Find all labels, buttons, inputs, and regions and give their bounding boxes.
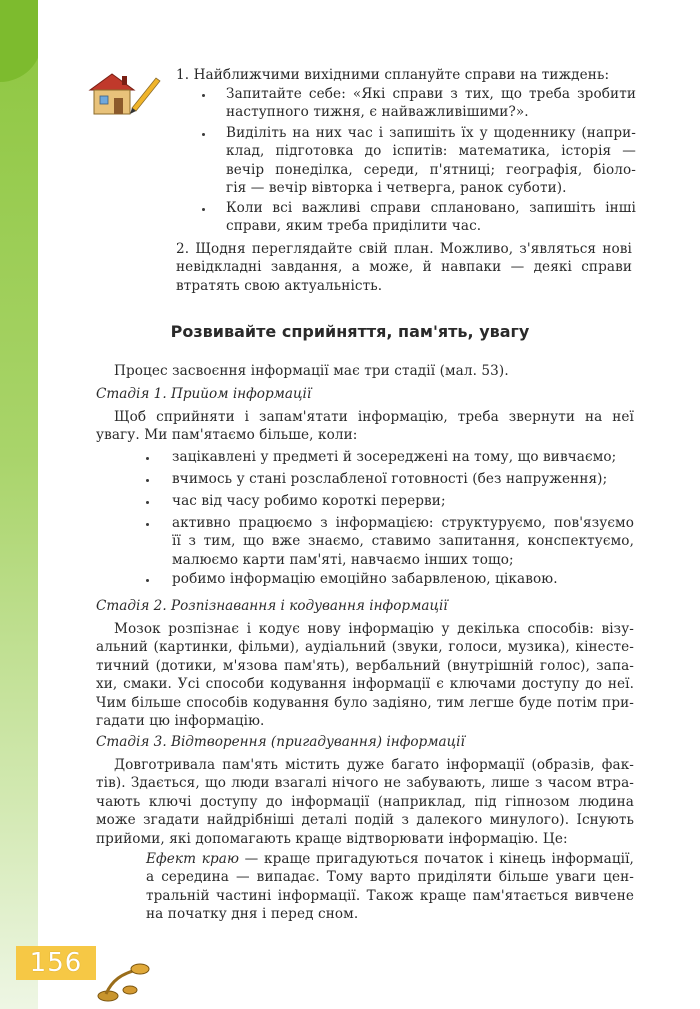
bookmark-clip-icon <box>96 960 152 1004</box>
intro-text: Процес засвоєння інформації має три стадії (мал. 53). <box>114 363 509 379</box>
stage-1-bullet-2: вчимось у стані розслабленої готовності (без напруження); <box>172 471 608 487</box>
stage-1-bullet-5: робимо інформацію емоційно забарвленою, цікавою. <box>172 571 558 587</box>
stage-3-title: Стадія 3. Відтворення (пригадування) інформації <box>96 734 465 750</box>
intro-bullet-1: Запитайте себе: «Які справи з тих, що треба зробити наступного тижня, є найважливішими?». <box>226 86 636 121</box>
stage-1-bullet-3: час від часу робимо короткі перерви; <box>172 493 446 509</box>
stage-2-title: Стадія 2. Розпізнавання і кодування інформації <box>96 598 448 614</box>
side-color-strip <box>0 0 38 1009</box>
intro-bullet-2: Виділіть на них час і запишіть їх у щоденнику (напри- клад, підготовка до іспитів: математика, історія — вечір понеділка, середи, п'ятниці; географія, біоло- гія — вечір вівторка і четверга, ранок суботи). <box>226 125 636 197</box>
stage-3-text: Довготривала пам'ять містить дуже багато інформації (образів, фак- тів). Здається, що люди взагалі нічого не забувають, лише з часом втра- чають ключі доступу до інформації (наприклад, під гіпнозом людина може згадати найдрібніші деталі подій з далекого минулого). Існують прийоми, які допомагають краще відтворювати інформацію. Це: <box>96 757 634 847</box>
edge-effect-term: Ефект краю <box>146 851 240 867</box>
stage-1-bullet-4: активно працюємо з інформацією: структуруємо, пов'язуємо її з тим, що вже знаємо, ставимо запитання, конспектуємо, малюємо карти пам'яті, навчаємо інших тощо; <box>172 515 634 568</box>
page-number: 156 <box>16 946 96 980</box>
house-with-pencil-icon <box>84 68 164 118</box>
list-item-2: 2. Щодня переглядайте свій план. Можливо, з'являться нові невідкладні завдання, а може, й навпаки — деякі справи втратять свою актуальність. <box>176 241 632 294</box>
stage-1-title: Стадія 1. Прийом інформації <box>96 386 312 402</box>
intro-bullet-3: Коли всі важливі справи сплановано, запишіть інші справи, яким треба приділити час. <box>226 200 636 235</box>
edge-effect-paragraph: Ефект краю — краще пригадуються початок і кінець інформації, а середина — випадає. Тому варто приділяти більше уваги цен- тральній частині інформації. Також краще пам'ятається вивчене на початку дня і перед сном. <box>146 851 634 923</box>
stage-1-text: Щоб сприйняти і запам'ятати інформацію, треба звернути на неї увагу. Ми пам'ятаємо більше, коли: <box>96 409 634 444</box>
list-item-1 <box>176 66 632 84</box>
stage-2-text: Мозок розпізнає і кодує нову інформацію у декілька способів: візу- альний (картинки, фільми), аудіальний (звуки, голоси, музика), кінесте- тичний (дотики, м'язова пам'ять), вербальний (внутрішній голос), запа- хи, смаки. Усі способи кодування інформації є ключами доступу до неї. Чим більше способів кодування було задіяно, тим легше буде потім при- гадати цю інформацію. <box>96 621 634 730</box>
section-heading: Розвивайте сприйняття, пам'ять, увагу <box>170 322 530 341</box>
list-item-1-text: 1. Найближчими вихідними сплануйте справи на тиждень: <box>176 67 610 83</box>
stage-1-bullet-1: зацікавлені у предметі й зосереджені на тому, що вивчаємо; <box>172 449 617 465</box>
